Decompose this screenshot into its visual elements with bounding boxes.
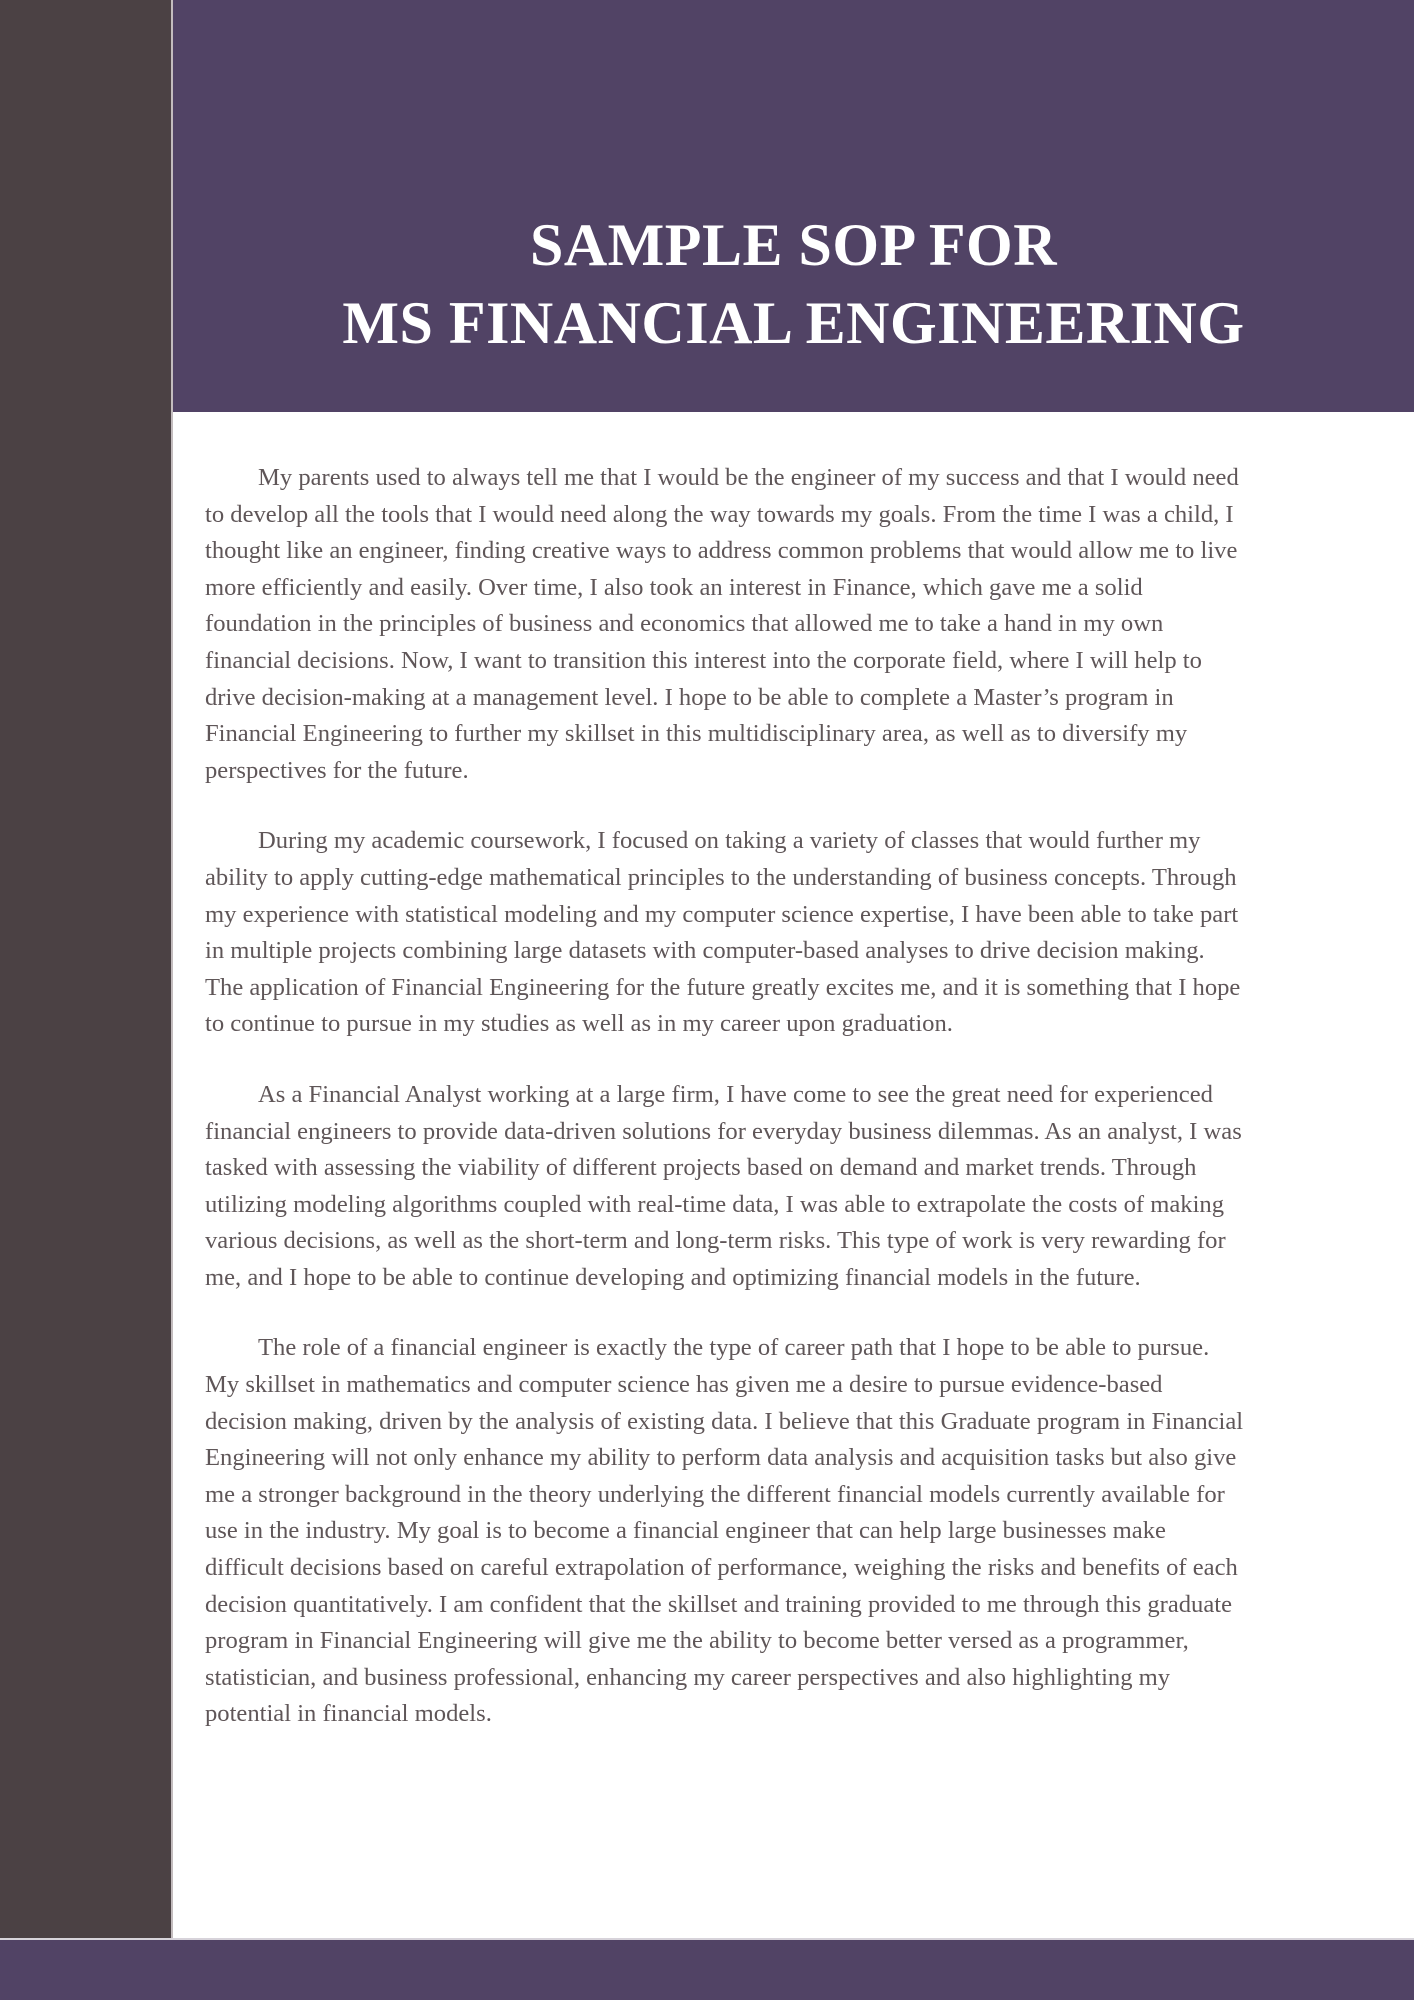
bottom-accent-bar: [0, 1938, 1414, 2000]
page-title-line-1: SAMPLE SOP FOR: [529, 212, 1058, 278]
page-title: [173, 0, 1414, 362]
left-accent-bar: [0, 0, 173, 1938]
title-banner: [173, 0, 1414, 412]
essay-paragraph-1: My parents used to always tell me that I would be the engineer of my success and that I would need to develop all the tools that I would need along the way towards my goals. From the time I was a child, I thought like an engineer, finding creative ways to address common problems that would allow me to live more efficiently and easily. Over time, I also took an interest in Finance, which gave me a solid foundation in the principles of business and economics that allowed me to take a hand in my own financial decisions. Now, I want to transition this interest into the corporate field, where I will help to drive decision-making at a management level. I hope to be able to complete a Master’s program in Financial Engineering to further my skillset in this multidisciplinary area, as well as to diversify my perspectives for the future.: [205, 464, 1239, 784]
essay-body: [173, 412, 1414, 1938]
essay-paragraph-4: The role of a financial engineer is exactly the type of career path that I hope to be able to pursue. My skillset in mathematics and computer science has given me a desire to pursue evidence-based decision making, driven by the analysis of existing data. I believe that this Graduate program in Financial Engineering will not only enhance my ability to perform data analysis and acquisition tasks but also give me a stronger background in the theory underlying the different financial models currently available for use in the industry. My goal is to become a financial engineer that can help large businesses make difficult decisions based on careful extrapolation of performance, weighing the risks and benefits of each decision quantitatively. I am confident that the skillset and training provided to me through this graduate program in Financial Engineering will give me the ability to become better versed as a programmer, statistician, and business professional, enhancing my career perspectives and also highlighting my potential in financial models.: [205, 1334, 1244, 1728]
essay-paragraph-2: During my academic coursework, I focused on taking a variety of classes that would further my ability to apply cutting-edge mathematical principles to the understanding of business concepts. Through my experience with statistical modeling and my computer science expertise, I have been able to take part in multiple projects combining large datasets with computer-based analyses to drive decision making. The application of Financial Engineering for the future greatly excites me, and it is something that I hope to continue to pursue in my studies as well as in my career upon graduation.: [205, 827, 1241, 1038]
essay-text-block: [173, 412, 1245, 1733]
page-title-line-2: MS FINANCIAL ENGINEERING: [342, 290, 1245, 356]
essay-paragraph-3: As a Financial Analyst working at a large firm, I have come to see the great need for experienced financial engineers to provide data-driven solutions for everyday business dilemmas. As an analyst, I was tasked with assessing the viability of different projects based on demand and market trends. Through utilizing modeling algorithms coupled with real-time data, I was able to extrapolate the costs of making various decisions, as well as the short-term and long-term risks. This type of work is very rewarding for me, and I hope to be able to continue developing and optimizing financial models in the future.: [205, 1080, 1242, 1291]
